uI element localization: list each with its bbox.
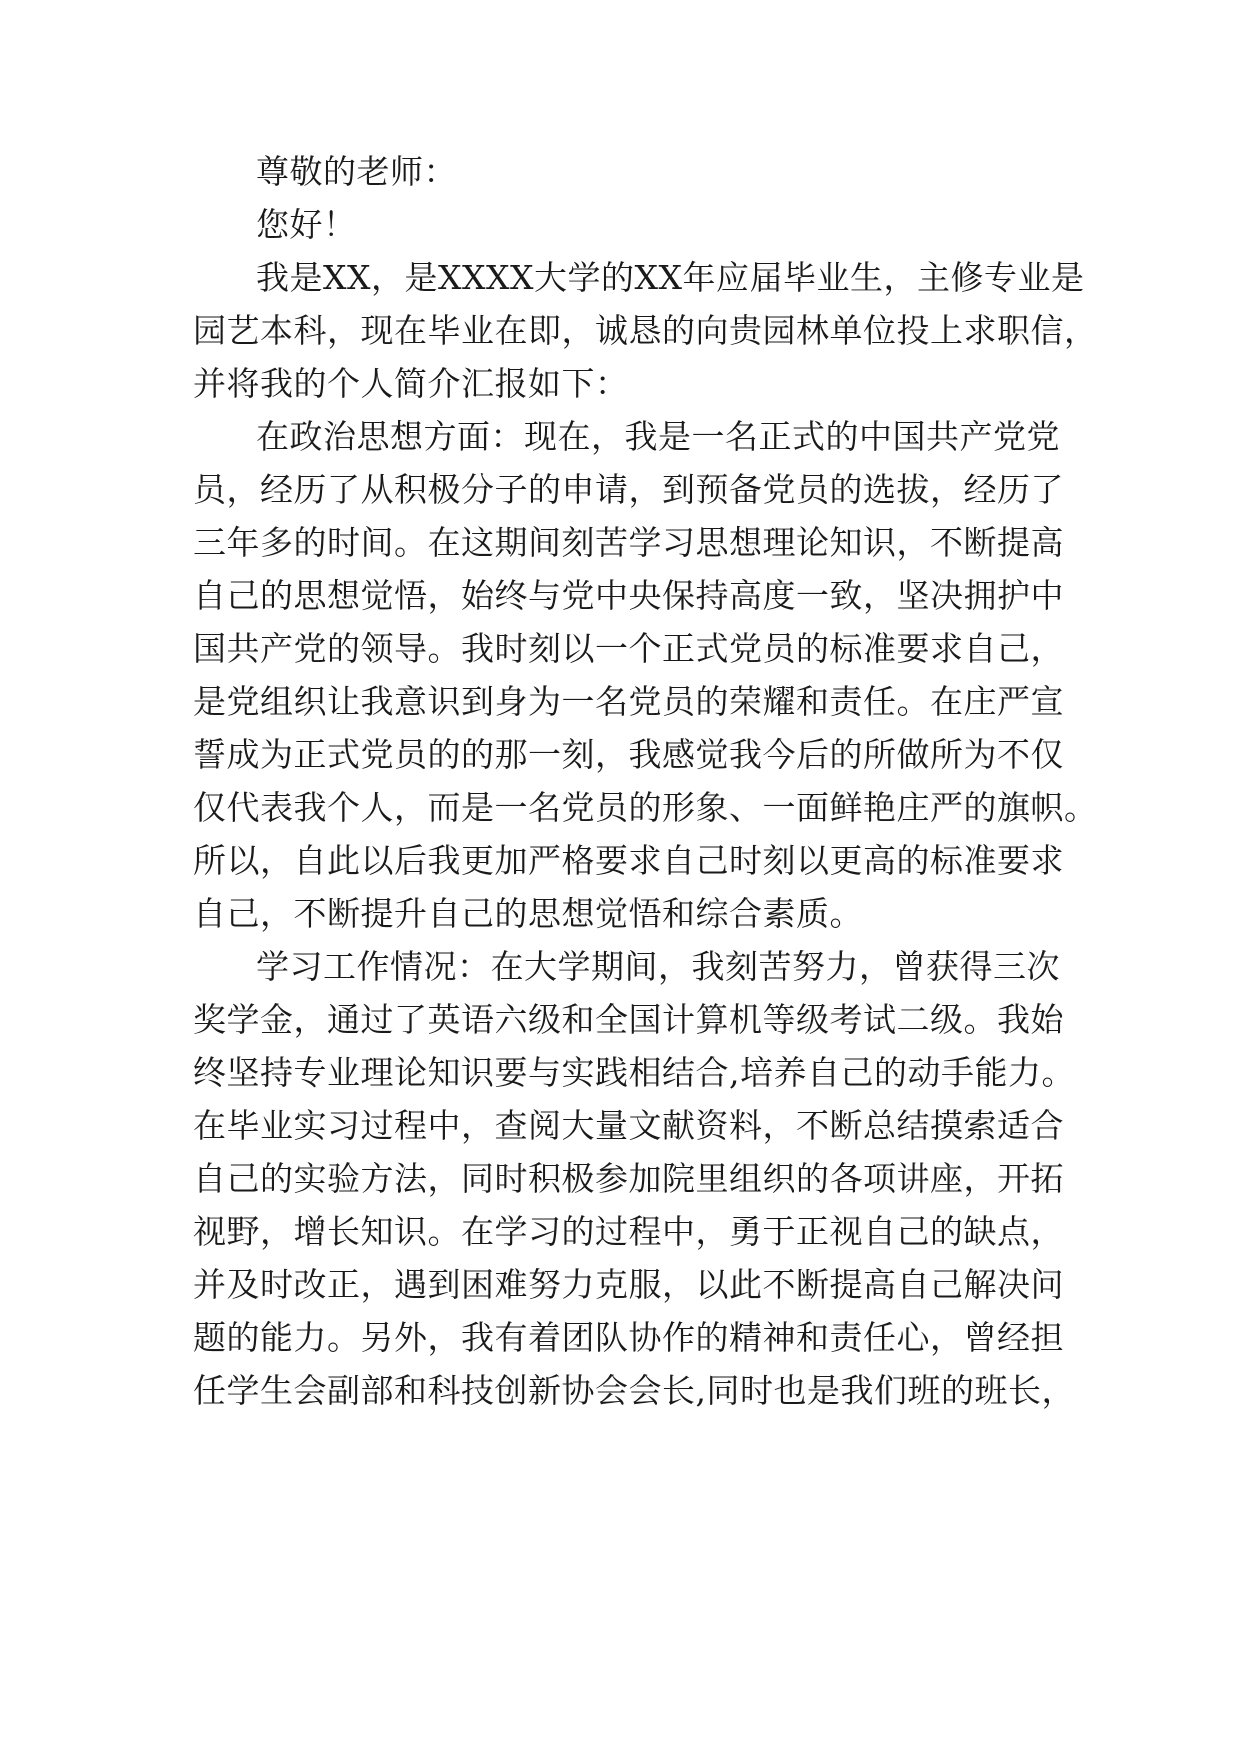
politics-line-8: 仅代表我个人，而是一名党员的形象、一面鲜艳庄严的旗帜。 xyxy=(193,788,1098,827)
study-line-1: 学习工作情况：在大学期间，我刻苦努力，曾获得三次 xyxy=(256,947,1060,986)
study-line-9: 任学生会副部和科技创新协会会长,同时也是我们班的班长， xyxy=(193,1371,1075,1410)
politics-line-1: 在政治思想方面：现在，我是一名正式的中国共产党党 xyxy=(256,417,1060,456)
politics-line-9: 所以，自此以后我更加严格要求自己时刻以更高的标准要求 xyxy=(193,841,1064,880)
politics-line-6: 是党组织让我意识到身为一名党员的荣耀和责任。在庄严宣 xyxy=(193,682,1064,721)
politics-line-3: 三年多的时间。在这期间刻苦学习思想理论知识，不断提高 xyxy=(193,523,1064,562)
study-line-2: 奖学金，通过了英语六级和全国计算机等级考试二级。我始 xyxy=(193,1000,1064,1039)
intro-line-3: 并将我的个人简介汇报如下： xyxy=(193,364,629,403)
politics-line-5: 国共产党的领导。我时刻以一个正式党员的标准要求自己， xyxy=(193,629,1064,668)
study-line-4: 在毕业实习过程中，查阅大量文献资料，不断总结摸索适合 xyxy=(193,1106,1064,1145)
intro-line-2: 园艺本科，现在毕业在即，诚恳的向贵园林单位投上求职信， xyxy=(193,311,1098,350)
study-line-8: 题的能力。另外，我有着团队协作的精神和责任心，曾经担 xyxy=(193,1318,1064,1357)
politics-line-10: 自己，不断提升自己的思想觉悟和综合素质。 xyxy=(193,894,863,933)
politics-line-2: 员，经历了从积极分子的申请，到预备党员的选拔，经历了 xyxy=(193,470,1064,509)
salutation-line: 尊敬的老师： xyxy=(256,152,457,191)
politics-line-4: 自己的思想觉悟，始终与党中央保持高度一致，坚决拥护中 xyxy=(193,576,1064,615)
intro-line-1: 我是XX，是XXXX大学的XX年应届毕业生，主修专业是 xyxy=(256,258,1085,297)
study-line-7: 并及时改正，遇到困难努力克服，以此不断提高自己解决问 xyxy=(193,1265,1064,1304)
politics-line-7: 誓成为正式党员的的那一刻，我感觉我今后的所做所为不仅 xyxy=(193,735,1064,774)
study-line-6: 视野，增长知识。在学习的过程中，勇于正视自己的缺点， xyxy=(193,1212,1064,1251)
study-line-5: 自己的实验方法，同时积极参加院里组织的各项讲座，开拓 xyxy=(193,1159,1064,1198)
greeting-line: 您好！ xyxy=(256,205,357,244)
study-line-3: 终坚持专业理论知识要与实践相结合,培养自己的动手能力。 xyxy=(193,1053,1075,1092)
